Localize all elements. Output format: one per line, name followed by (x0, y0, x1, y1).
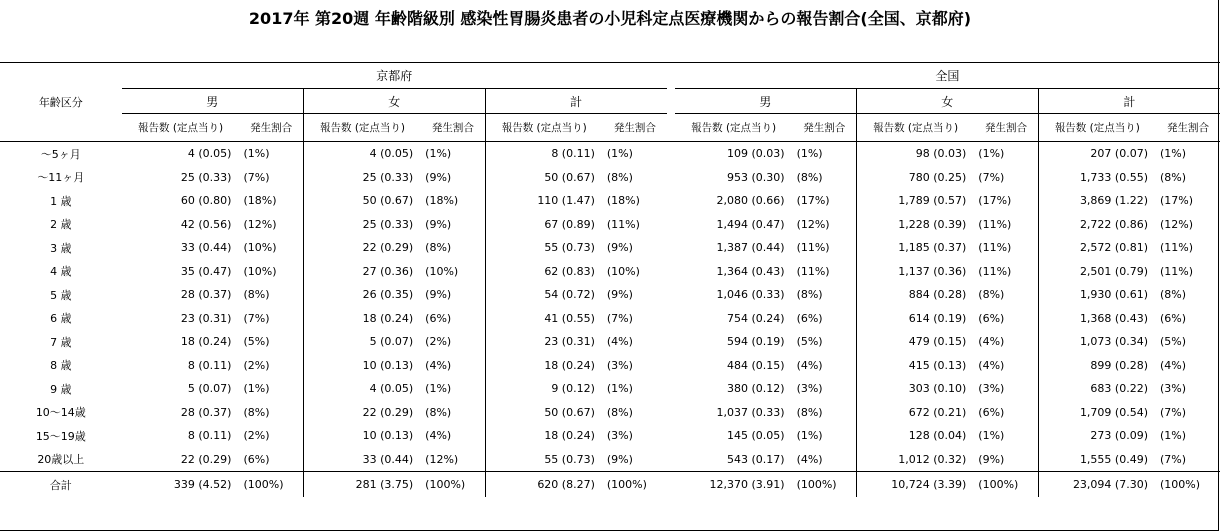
count-cell: 50 (0.67) (485, 401, 603, 425)
rate-cell: (10%) (425, 264, 459, 278)
rate-cell: (100%) (421, 472, 485, 498)
count-cell: 10 (0.13) (303, 354, 421, 378)
count-cell: 4 (0.05) (187, 147, 232, 161)
gap-cell (667, 448, 675, 472)
age-cell: 10〜14歳 (35, 406, 86, 420)
rate-cell: (18%) (425, 194, 459, 208)
rate-cell: (18%) (243, 194, 277, 208)
count-cell: 4 (0.05) (303, 142, 421, 166)
count-cell: 25 (0.33) (303, 213, 421, 237)
rate-cell: (1%) (978, 429, 1005, 443)
rate-cell: (1%) (243, 382, 270, 396)
kyoto-total-header: 計 (485, 89, 667, 114)
rate-cell: (4%) (978, 335, 1005, 349)
count-cell: 1,733 (0.55) (1038, 166, 1156, 190)
count-cell: 23 (0.31) (485, 330, 603, 354)
count-cell: 60 (0.80) (180, 194, 232, 208)
rate-cell: (6%) (978, 311, 1005, 325)
rate-cell: (1%) (425, 382, 452, 396)
rate-cell: (11%) (978, 241, 1012, 255)
count-cell: 479 (0.15) (856, 330, 974, 354)
count-cell: 3,869 (1.22) (1038, 189, 1156, 213)
count-cell: 22 (0.29) (180, 452, 232, 466)
region-kyoto-header: 京都府 (122, 63, 667, 89)
age-cell: 7 歳 (50, 335, 72, 349)
gap-cell (667, 166, 675, 190)
table-row (0, 166, 1220, 190)
rate-cell: (3%) (978, 382, 1005, 396)
rate-cell: (1%) (1160, 429, 1187, 443)
count-cell: 672 (0.21) (856, 401, 974, 425)
region-national-header: 全国 (675, 63, 1220, 89)
count-cell: 1,012 (0.32) (856, 448, 974, 472)
count-cell: 4 (0.05) (303, 377, 421, 401)
count-cell: 54 (0.72) (485, 283, 603, 307)
count-cell: 884 (0.28) (856, 283, 974, 307)
gap-cell (667, 472, 675, 498)
count-cell: 543 (0.17) (726, 452, 785, 466)
count-cell: 780 (0.25) (856, 166, 974, 190)
rate-column-header: 発生割合 (431, 122, 474, 134)
age-cell: 1 歳 (50, 194, 72, 208)
rate-cell: (6%) (796, 311, 823, 325)
rate-cell: (17%) (1160, 194, 1194, 208)
count-column-header: 報告数 (定点当り) (1038, 114, 1156, 142)
count-cell: 1,387 (0.44) (716, 241, 785, 255)
count-cell: 28 (0.37) (180, 288, 232, 302)
rate-cell: (1%) (796, 147, 823, 161)
count-cell: 10,724 (3.39) (856, 472, 974, 498)
count-cell: 26 (0.35) (303, 283, 421, 307)
count-cell: 415 (0.13) (856, 354, 974, 378)
table-row (0, 330, 1220, 354)
rate-cell: (8%) (796, 405, 823, 419)
gap-cell (667, 401, 675, 425)
rate-cell: (8%) (243, 288, 270, 302)
count-cell: 110 (1.47) (485, 189, 603, 213)
rate-cell: (6%) (978, 405, 1005, 419)
rate-cell: (7%) (1160, 452, 1187, 466)
rate-column-header: 発生割合 (250, 122, 293, 134)
rate-cell: (8%) (425, 241, 452, 255)
rate-cell: (1%) (796, 429, 823, 443)
gap-cell (667, 424, 675, 448)
count-cell: 98 (0.03) (856, 142, 974, 166)
count-cell: 55 (0.73) (485, 236, 603, 260)
rate-cell: (11%) (606, 217, 640, 231)
count-cell: 12,370 (3.91) (675, 472, 793, 498)
count-cell: 18 (0.24) (485, 424, 603, 448)
age-cell: 20歳以上 (37, 453, 85, 467)
count-cell: 484 (0.15) (726, 358, 785, 372)
gap-cell (667, 114, 675, 142)
table-row (0, 142, 1220, 166)
count-cell: 1,368 (0.43) (1038, 307, 1156, 331)
count-cell: 1,930 (0.61) (1038, 283, 1156, 307)
rate-cell: (100%) (974, 472, 1038, 498)
rate-cell: (3%) (796, 382, 823, 396)
rate-cell: (9%) (606, 288, 633, 302)
rate-cell: (4%) (1160, 358, 1187, 372)
rate-cell: (4%) (425, 429, 452, 443)
rate-cell: (8%) (606, 405, 633, 419)
report-table (0, 62, 1220, 497)
count-cell: 33 (0.44) (303, 448, 421, 472)
table-row (0, 354, 1220, 378)
gap-cell (667, 260, 675, 284)
rate-cell: (2%) (243, 429, 270, 443)
count-cell: 55 (0.73) (485, 448, 603, 472)
count-cell: 18 (0.24) (180, 335, 232, 349)
rate-cell: (7%) (243, 311, 270, 325)
rate-cell: (100%) (239, 472, 303, 498)
rate-cell: (2%) (425, 335, 452, 349)
count-cell: 5 (0.07) (303, 330, 421, 354)
rate-cell: (1%) (1160, 147, 1187, 161)
count-cell: 145 (0.05) (726, 429, 785, 443)
count-cell: 62 (0.83) (485, 260, 603, 284)
rate-cell: (11%) (978, 217, 1012, 231)
count-column-header: 報告数 (定点当り) (485, 114, 603, 142)
count-column-header: 報告数 (定点当り) (303, 114, 421, 142)
rate-cell: (4%) (796, 358, 823, 372)
count-cell: 273 (0.09) (1038, 424, 1156, 448)
rate-cell: (11%) (978, 264, 1012, 278)
rate-cell: (8%) (243, 405, 270, 419)
gap-cell (667, 330, 675, 354)
rate-cell: (4%) (978, 358, 1005, 372)
rate-cell: (2%) (243, 358, 270, 372)
rate-cell: (3%) (606, 429, 633, 443)
age-cell: 合計 (0, 472, 122, 498)
rate-cell: (8%) (978, 288, 1005, 302)
count-cell: 1,494 (0.47) (716, 217, 785, 231)
rate-cell: (10%) (606, 264, 640, 278)
count-column-header: 報告数 (定点当り) (138, 122, 224, 134)
rate-cell: (8%) (1160, 288, 1187, 302)
rate-cell: (11%) (796, 264, 830, 278)
gap-cell (667, 89, 675, 114)
count-cell: 1,037 (0.33) (716, 405, 785, 419)
count-cell: 620 (8.27) (485, 472, 603, 498)
count-cell: 614 (0.19) (856, 307, 974, 331)
count-cell: 281 (3.75) (303, 472, 421, 498)
gap-cell (667, 236, 675, 260)
gap-cell (667, 283, 675, 307)
age-header: 年齢区分 (0, 63, 122, 142)
table-row (0, 307, 1220, 331)
table-row (0, 401, 1220, 425)
age-cell: 5 歳 (50, 288, 72, 302)
rate-cell: (9%) (425, 170, 452, 184)
count-cell: 8 (0.11) (187, 429, 232, 443)
age-cell: 〜5ヶ月 (40, 147, 81, 161)
count-cell: 42 (0.56) (180, 217, 232, 231)
table-row (0, 213, 1220, 237)
count-cell: 25 (0.33) (180, 170, 232, 184)
count-cell: 1,185 (0.37) (856, 236, 974, 260)
rate-cell: (7%) (1160, 405, 1187, 419)
rate-column-header: 発生割合 (1167, 122, 1209, 134)
count-cell: 303 (0.10) (856, 377, 974, 401)
count-cell: 207 (0.07) (1038, 142, 1156, 166)
count-cell: 899 (0.28) (1038, 354, 1156, 378)
national-male-header: 男 (675, 89, 857, 114)
count-cell: 9 (0.12) (485, 377, 603, 401)
count-cell: 41 (0.55) (485, 307, 603, 331)
gap-cell (667, 63, 675, 89)
rate-cell: (6%) (243, 452, 270, 466)
table-row (0, 377, 1220, 401)
count-cell: 50 (0.67) (485, 166, 603, 190)
age-cell: 〜11ヶ月 (37, 171, 85, 185)
count-cell: 754 (0.24) (726, 311, 785, 325)
count-cell: 8 (0.11) (485, 142, 603, 166)
count-cell: 18 (0.24) (303, 307, 421, 331)
national-total-header: 計 (1038, 89, 1220, 114)
rate-cell: (1%) (425, 147, 452, 161)
count-cell: 50 (0.67) (303, 189, 421, 213)
count-cell: 1,046 (0.33) (716, 288, 785, 302)
count-cell: 380 (0.12) (726, 382, 785, 396)
rate-cell: (9%) (425, 217, 452, 231)
rate-cell: (3%) (606, 358, 633, 372)
rate-cell: (9%) (606, 452, 633, 466)
count-cell: 1,709 (0.54) (1038, 401, 1156, 425)
rate-cell: (11%) (796, 241, 830, 255)
rate-cell: (10%) (243, 241, 277, 255)
rate-cell: (5%) (243, 335, 270, 349)
gap-cell (667, 307, 675, 331)
national-female-header: 女 (856, 89, 1038, 114)
rate-column-header: 発生割合 (613, 122, 656, 134)
rate-cell: (7%) (606, 311, 633, 325)
rate-cell: (8%) (606, 170, 633, 184)
rate-cell: (12%) (243, 217, 277, 231)
rate-cell: (5%) (1160, 335, 1187, 349)
rate-cell: (12%) (796, 217, 830, 231)
rate-cell: (1%) (978, 147, 1005, 161)
rate-cell: (6%) (1160, 311, 1187, 325)
rate-cell: (1%) (243, 147, 270, 161)
rate-cell: (18%) (606, 194, 640, 208)
rate-cell: (7%) (243, 170, 270, 184)
count-cell: 33 (0.44) (180, 241, 232, 255)
count-cell: 1,137 (0.36) (856, 260, 974, 284)
rate-cell: (8%) (796, 170, 823, 184)
count-cell: 594 (0.19) (726, 335, 785, 349)
rate-cell: (5%) (796, 335, 823, 349)
rate-cell: (100%) (1156, 472, 1220, 498)
rate-cell: (8%) (796, 288, 823, 302)
rate-cell: (4%) (606, 335, 633, 349)
table-row (0, 236, 1220, 260)
table-row (0, 283, 1220, 307)
count-cell: 2,501 (0.79) (1038, 260, 1156, 284)
rate-cell: (100%) (793, 472, 857, 498)
rate-cell: (8%) (1160, 170, 1187, 184)
rate-cell: (12%) (1160, 217, 1194, 231)
age-cell: 4 歳 (50, 265, 72, 279)
count-cell: 25 (0.33) (303, 166, 421, 190)
rate-cell: (11%) (1160, 264, 1194, 278)
table-row (0, 424, 1220, 448)
rate-cell: (7%) (978, 170, 1005, 184)
rate-cell: (4%) (425, 358, 452, 372)
count-cell: 109 (0.03) (726, 147, 785, 161)
age-cell: 8 歳 (50, 359, 72, 373)
count-cell: 128 (0.04) (856, 424, 974, 448)
count-cell: 2,722 (0.86) (1038, 213, 1156, 237)
count-cell: 28 (0.37) (180, 405, 232, 419)
count-cell: 35 (0.47) (180, 264, 232, 278)
rate-cell: (12%) (425, 452, 459, 466)
count-cell: 1,555 (0.49) (1038, 448, 1156, 472)
age-cell: 3 歳 (50, 241, 72, 255)
rate-cell: (4%) (796, 452, 823, 466)
gap-cell (667, 377, 675, 401)
rate-cell: (10%) (243, 264, 277, 278)
table-row (0, 189, 1220, 213)
table-row (0, 448, 1220, 472)
count-cell: 2,572 (0.81) (1038, 236, 1156, 260)
kyoto-male-header: 男 (122, 89, 304, 114)
count-cell: 953 (0.30) (726, 170, 785, 184)
count-cell: 5 (0.07) (187, 382, 232, 396)
count-cell: 1,073 (0.34) (1038, 330, 1156, 354)
rate-column-header: 発生割合 (803, 122, 846, 134)
age-cell: 9 歳 (50, 382, 72, 396)
rate-cell: (1%) (606, 382, 633, 396)
count-cell: 18 (0.24) (485, 354, 603, 378)
count-cell: 22 (0.29) (303, 401, 421, 425)
age-cell: 15〜19歳 (35, 429, 86, 443)
rate-cell: (8%) (425, 405, 452, 419)
count-cell: 2,080 (0.66) (716, 194, 785, 208)
count-cell: 23 (0.31) (180, 311, 232, 325)
rate-cell: (100%) (603, 472, 667, 498)
rate-column-header: 発生割合 (984, 122, 1027, 134)
age-cell: 6 歳 (50, 312, 72, 326)
count-cell: 22 (0.29) (303, 236, 421, 260)
rate-cell: (11%) (1160, 241, 1194, 255)
rate-cell: (9%) (606, 241, 633, 255)
rate-cell: (1%) (606, 147, 633, 161)
rate-cell: (9%) (978, 452, 1005, 466)
total-row (0, 472, 1220, 498)
count-column-header: 報告数 (定点当り) (691, 122, 777, 134)
count-cell: 23,094 (7.30) (1038, 472, 1156, 498)
page-title: 2017年 第20週 年齢階級別 感染性胃腸炎患者の小児科定点医療機関からの報告割合(全国、京都府) (248, 9, 972, 28)
gap-cell (667, 142, 675, 166)
count-cell: 8 (0.11) (187, 358, 232, 372)
count-cell: 683 (0.22) (1038, 377, 1156, 401)
count-cell: 67 (0.89) (485, 213, 603, 237)
age-cell: 2 歳 (50, 218, 72, 232)
gap-cell (667, 354, 675, 378)
gap-cell (667, 213, 675, 237)
count-cell: 1,228 (0.39) (856, 213, 974, 237)
count-cell: 10 (0.13) (303, 424, 421, 448)
rate-cell: (3%) (1160, 382, 1187, 396)
rate-cell: (17%) (796, 194, 830, 208)
count-cell: 1,789 (0.57) (856, 189, 974, 213)
gap-cell (667, 189, 675, 213)
rate-cell: (17%) (978, 194, 1012, 208)
count-cell: 27 (0.36) (303, 260, 421, 284)
count-cell: 1,364 (0.43) (716, 264, 785, 278)
table-row (0, 260, 1220, 284)
count-column-header: 報告数 (定点当り) (856, 114, 974, 142)
kyoto-female-header: 女 (303, 89, 485, 114)
rate-cell: (9%) (425, 288, 452, 302)
count-cell: 339 (4.52) (122, 472, 240, 498)
rate-cell: (6%) (425, 311, 452, 325)
